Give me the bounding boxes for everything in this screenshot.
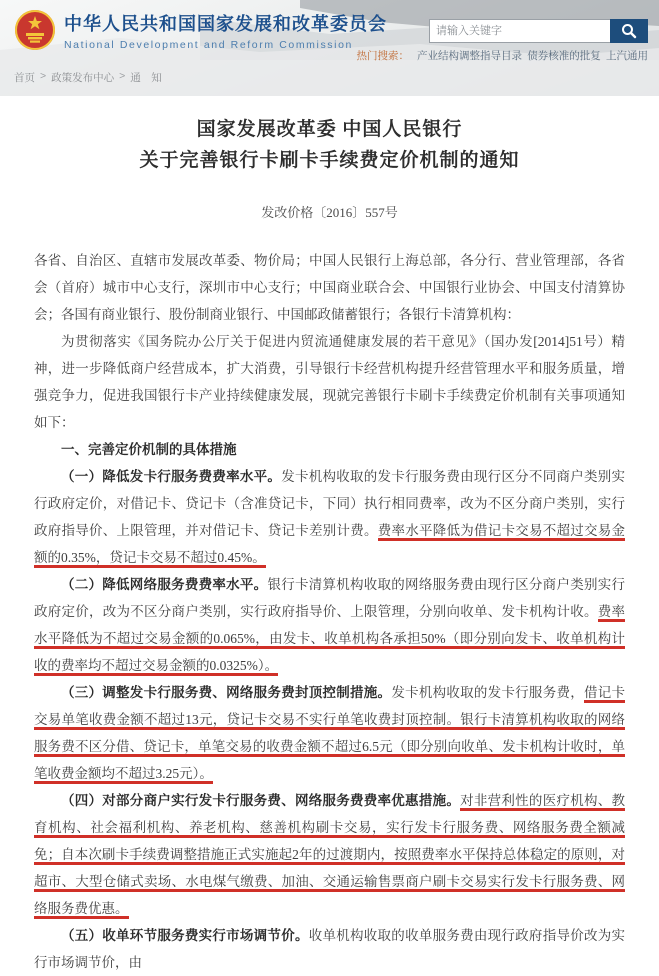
- document-paragraph: [34, 922, 625, 976]
- hot-search-link[interactable]: 产业结构调整指导目录: [417, 50, 522, 62]
- search-button[interactable]: [610, 19, 648, 43]
- notice-document: [0, 96, 659, 976]
- red-underlined-text: 费率水平降低为不超过交易金额的0.065%，由发卡、收单机构各承担50%（即分别向发卡、收单机构计收的费率均不超过交易金额的0.0325%）。: [34, 604, 625, 676]
- text-segment: 银行卡清算机构收取的网络服务费由现行区分商户类别实行政府定价，改为不区分商户类别，实行政府指导价、上限管理，分别向收单、发卡机构计收。: [34, 577, 625, 619]
- document-paragraph: [34, 571, 625, 679]
- hot-search-label: 热门搜索：: [356, 50, 409, 62]
- org-name-english: National Development and Reform Commission: [64, 39, 353, 51]
- text-segment: 为贯彻落实《国务院办公厅关于促进内贸流通健康发展的若干意见》（国办发[2014]51号）精神，进一步降低商户经营成本，扩大消费，引导银行卡经营机构提升经营管理水平和服务质量，增强竞争力，促进我国银行卡产业持续健康发展，现就完善银行卡刷卡手续费定价机制有关事项通知如下：: [34, 334, 625, 430]
- breadcrumb-item[interactable]: 政策发布中心: [51, 72, 115, 84]
- bold-lead-text: 一、完善定价机制的具体措施: [61, 442, 237, 457]
- search-area: [356, 19, 648, 63]
- document-body: [34, 247, 625, 976]
- document-paragraph: [34, 247, 625, 328]
- document-paragraph: [34, 787, 625, 922]
- org-name-chinese: 中华人民共和国国家发展和改革委员会: [64, 14, 387, 34]
- document-title-line2: 关于完善银行卡刷卡手续费定价机制的通知: [139, 150, 520, 171]
- document-number: 发改价格〔2016〕557号: [261, 205, 398, 220]
- document-paragraph: [34, 328, 625, 436]
- document-title-line1: 国家发展改革委 中国人民银行: [196, 119, 463, 140]
- bold-lead-text: （三）调整发卡行服务费、网络服务费封顶控制措施。: [61, 685, 392, 700]
- text-segment: 发卡机构收取的发卡行服务费由现行区分不同商户类别实行政府定价，对借记卡、贷记卡（含准贷记卡，下同）执行相同费率，改为不区分商户类别，实行政府指导价、上限管理，并对借记卡、贷记卡差别计费。: [34, 469, 626, 538]
- bold-lead-text: （一）降低发卡行服务费费率水平。: [61, 469, 282, 484]
- document-paragraph: [34, 463, 625, 571]
- red-underlined-text: 费率水平降低为借记卡交易不超过交易金额的0.35%，贷记卡交易不超过0.45%。: [34, 523, 625, 568]
- hot-search-link[interactable]: 债券核准的批复: [527, 50, 601, 62]
- breadcrumb-separator: >: [119, 70, 126, 82]
- bold-lead-text: （四）对部分商户实行发卡行服务费、网络服务费费率优惠措施。: [61, 793, 461, 808]
- breadcrumb: [14, 70, 162, 85]
- breadcrumb-item[interactable]: 通 知: [130, 72, 162, 84]
- hot-search-links: [417, 48, 648, 63]
- search-icon: [621, 23, 637, 39]
- red-underlined-text: 借记卡交易单笔收费金额不超过13元，贷记卡交易不实行单笔收费封顶控制。银行卡清算机构收取的网络服务费不区分借、贷记卡，单笔交易的收费金额不超过6.5元（即分别向收单、发卡机构计收时，单笔收费金额均不超过3.25元）。: [34, 685, 625, 784]
- text-segment: 各省、自治区、直辖市发展改革委、物价局；中国人民银行上海总部，各分行、营业管理部，各省会（首府）城市中心支行，深圳市中心支行；中国商业联合会、中国银行业协会、中国支付清算协会；各国有商业银行、股份制商业银行、中国邮政储蓄银行；各银行卡清算机构：: [34, 253, 625, 322]
- document-paragraph: [34, 679, 625, 787]
- hot-search-link[interactable]: 上汽通用: [606, 50, 648, 62]
- bold-lead-text: （五）收单环节服务费实行市场调节价。: [61, 928, 309, 943]
- search-input[interactable]: [429, 19, 610, 43]
- breadcrumb-separator: >: [40, 70, 47, 82]
- site-identity: [64, 10, 387, 51]
- document-paragraph: [34, 436, 625, 463]
- bold-lead-text: （二）降低网络服务费费率水平。: [61, 577, 268, 592]
- national-emblem-logo: [14, 9, 56, 51]
- red-underlined-text: 对非营利性的医疗机构、教育机构、社会福利机构、养老机构、慈善机构刷卡交易，实行发卡行服务费、网络服务费全额减免；自本次刷卡手续费调整措施正式实施起2年的过渡期内，按照费率水平保持总体稳定的原则，对超市、大型仓储式卖场、水电煤气缴费、加油、交通运输售票商户刷卡交易实行发卡行服务费、网络服务费优惠。: [34, 793, 625, 919]
- text-segment: 发卡机构收取的发卡行服务费，: [391, 685, 584, 700]
- hot-search-row: [356, 48, 648, 63]
- text-segment: 收单机构收取的收单服务费由现行政府指导价改为实行市场调节价，由: [34, 928, 626, 970]
- breadcrumb-item[interactable]: 首页: [14, 72, 35, 84]
